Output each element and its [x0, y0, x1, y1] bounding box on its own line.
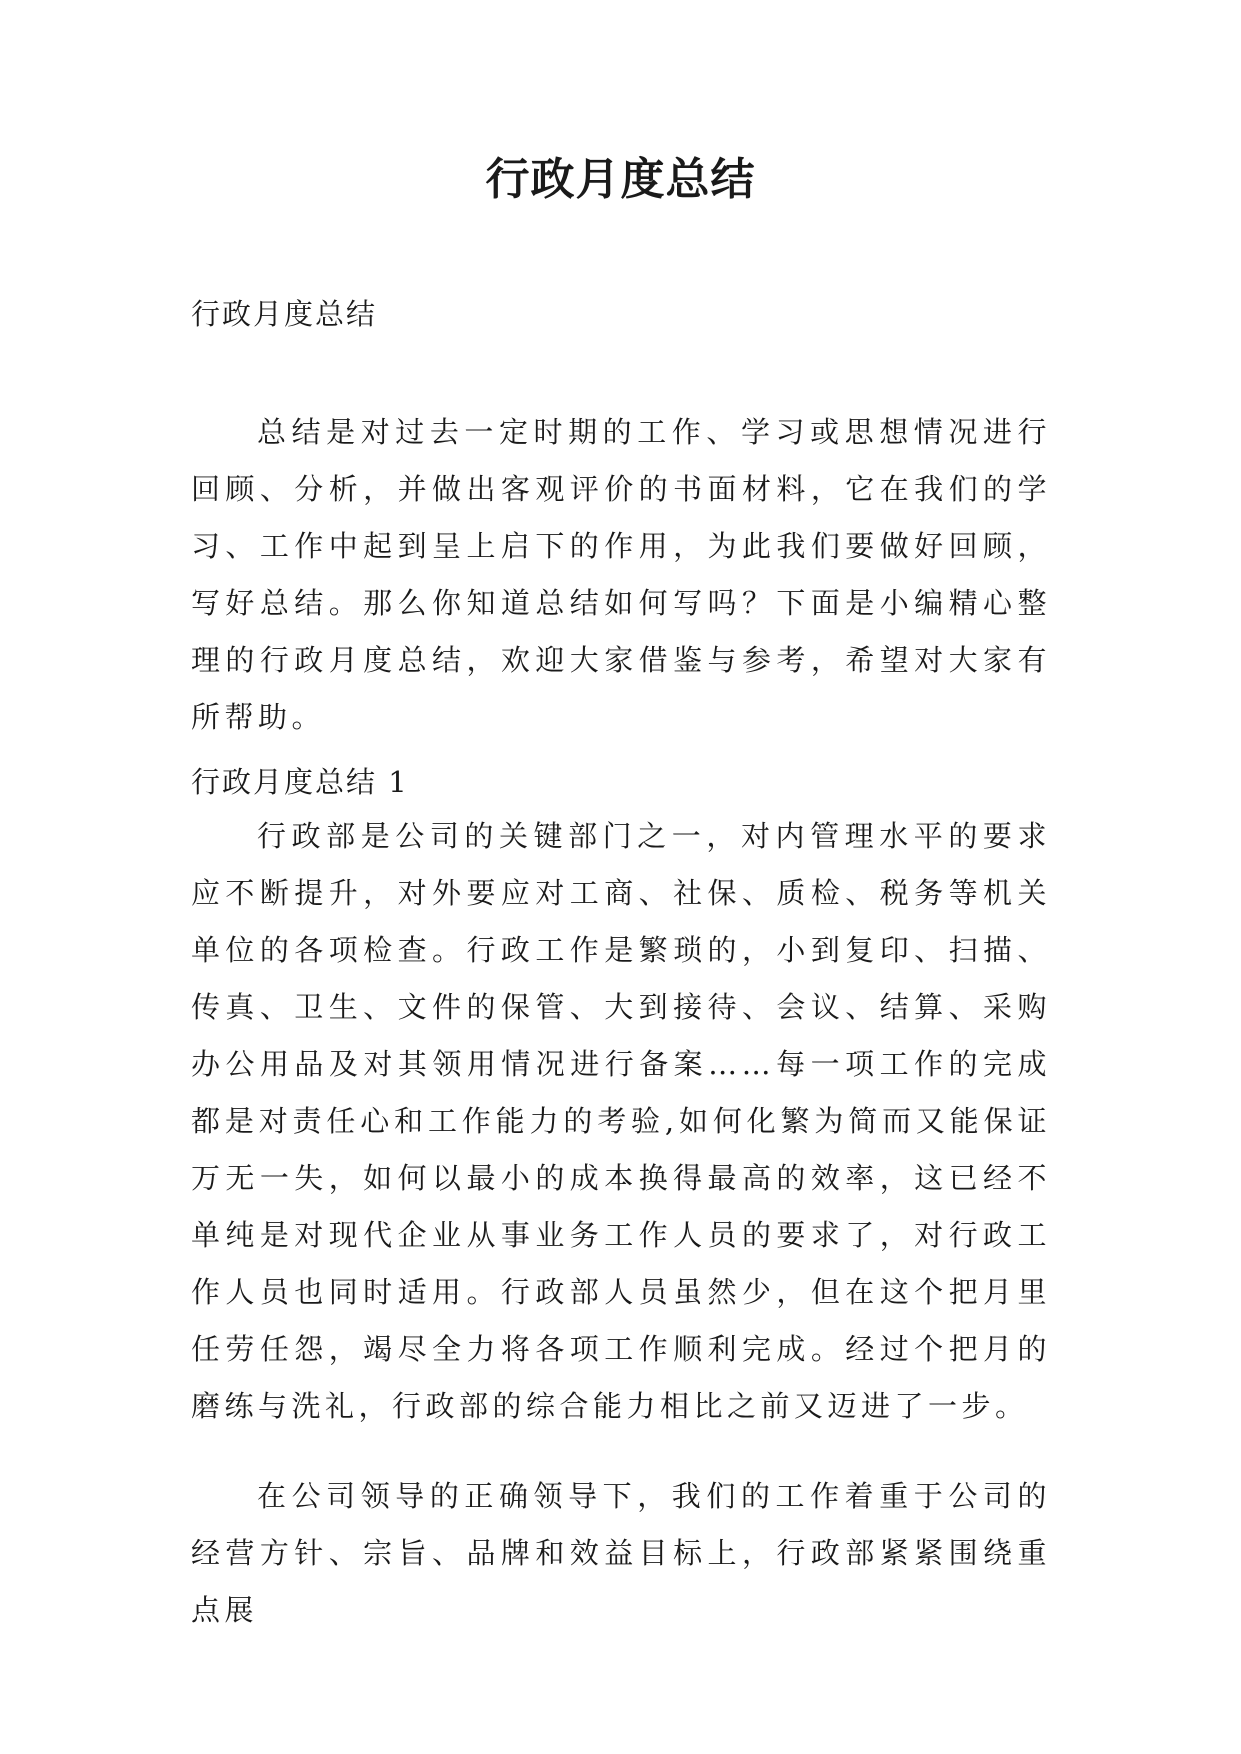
- document-title: 行政月度总结: [485, 154, 756, 205]
- intro-paragraph: 总结是对过去一定时期的工作、学习或思想情况进行回顾、分析，并做出客观评价的书面材料，它在我们的学习、工作中起到呈上启下的作用，为此我们要做好回顾，写好总结。那么你知道总结如何写吗？下面是小编精心整理的行政月度总结，欢迎大家借鉴与参考，希望对大家有所帮助。: [191, 415, 1051, 734]
- section-1-paragraph-1: 行政部是公司的关键部门之一，对内管理水平的要求应不断提升，对外要应对工商、社保、质检、税务等机关单位的各项检查。行政工作是繁琐的，小到复印、扫描、传真、卫生、文件的保管、大到接待、会议、结算、采购办公用品及对其领用情况进行备案……每一项工作的完成都是对责任心和工作能力的考验,如何化繁为简而又能保证万无一失，如何以最小的成本换得最高的效率，这已经不单纯是对现代企业从事业务工作人员的要求了，对行政工作人员也同时适用。行政部人员虽然少，但在这个把月里任劳任怨，竭尽全力将各项工作顺利完成。经过个把月的磨练与洗礼，行政部的综合能力相比之前又迈进了一步。: [191, 819, 1051, 1423]
- section-1-paragraph-2: 在公司领导的正确领导下，我们的工作着重于公司的经营方针、宗旨、品牌和效益目标上，行政部紧紧围绕重点展: [191, 1479, 1051, 1627]
- document-subtitle: 行政月度总结: [191, 297, 378, 331]
- section-1-heading: 行政月度总结 1: [191, 765, 409, 799]
